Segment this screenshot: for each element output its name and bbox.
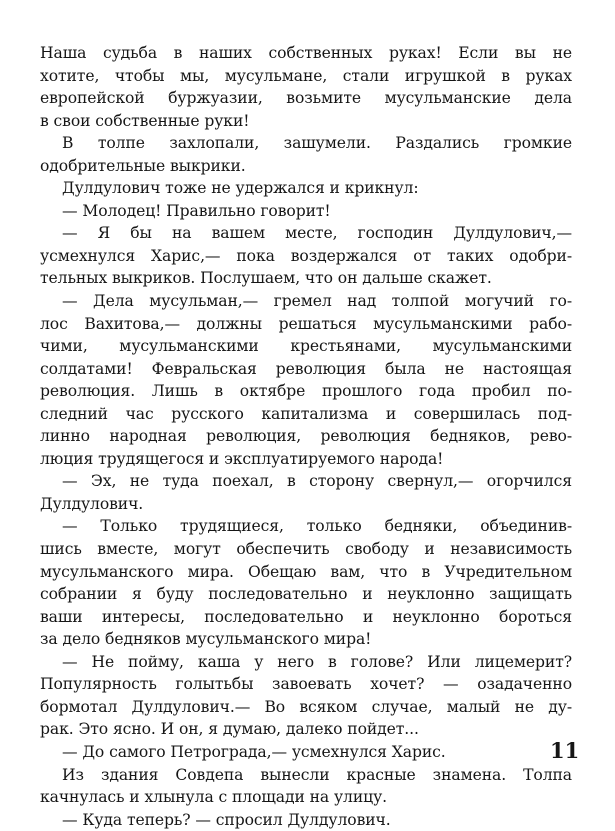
text-line: хотите, чтобы мы, мусульмане, стали игрушкой в руках [40,66,572,85]
text-line: люция трудящегося и эксплуатируемого народа! [40,449,444,468]
text-line: — Куда теперь? — спросил Дулдулович. [62,810,391,829]
text-line: европейской буржуазии, возьмите мусульманские дела [40,89,572,108]
text-line: следний час русского капитализма и совершилась под- [40,404,572,423]
body-text [40,42,572,831]
text-line: революция. Лишь в октябре прошлого года пробил по- [40,382,572,401]
text-line: линно народная революция, революция бедняков, рево- [40,427,572,446]
text-line: — До самого Петрограда,— усмехнулся Харис. [62,742,446,761]
text-line: — Я бы на вашем месте, господин Дулдулович,— [62,224,572,243]
text-line: в свои собственные руки! [40,111,250,130]
text-line: Наша судьба в наших собственных руках! Если вы не [40,44,572,62]
text-line: В толпе захлопали, зашумели. Раздались громкие [62,134,572,153]
text-line: усмехнулся Харис,— пока воздержался от таких одобри- [40,246,572,265]
text-line: — Не пойму, каша у него в голове? Или лицемерит? [62,652,572,671]
text-line: одобрительные выкрики. [40,156,246,175]
text-line: качнулась и хлынула с площади на улицу. [40,788,387,807]
page-number: 11 [550,738,580,763]
text-line: солдатами! Февральская революция была не настоящая [40,359,572,378]
text-line: собрании я буду последовательно и неуклонно защищать [40,585,572,604]
text-line: лос Вахитова,— должны решаться мусульманскими рабо- [40,314,572,333]
text-line: ваши интересы, последовательно и неуклонно бороться [40,607,572,626]
text-line: рак. Это ясно. И он, я думаю, далеко пойдет... [40,720,419,739]
text-line: Дулдулович. [40,494,144,513]
text-line: — Дела мусульман,— гремел над толпой могучий го- [62,292,572,311]
text-line: — Молодец! Правильно говорит! [62,201,331,220]
text-line: — Эх, не туда поехал, в сторону свернул,— огорчился [62,472,572,491]
text-line: мусульманского мира. Обещаю вам, что в Учредительном [40,562,572,581]
text-line: Популярность голытьбы завоевать хочет? — озадаченно [40,675,572,694]
text-line: бормотал Дулдулович.— Во всяком случае, малый не ду- [40,697,572,716]
text-line: за дело бедняков мусульманского мира! [40,630,372,649]
text-line: — Только трудящиеся, только бедняки, объединив- [62,517,572,536]
text-line: шись вместе, могут обеспечить свободу и независимость [40,540,572,559]
text-line: чими, мусульманскими крестьянами, мусульманскими [40,337,572,356]
text-line: тельных выкриков. Послушаем, что он дальше скажет. [40,269,492,288]
text-line: Из здания Совдепа вынесли красные знамена. Толпа [62,765,572,784]
text-line: Дулдулович тоже не удержался и крикнул: [62,179,419,198]
